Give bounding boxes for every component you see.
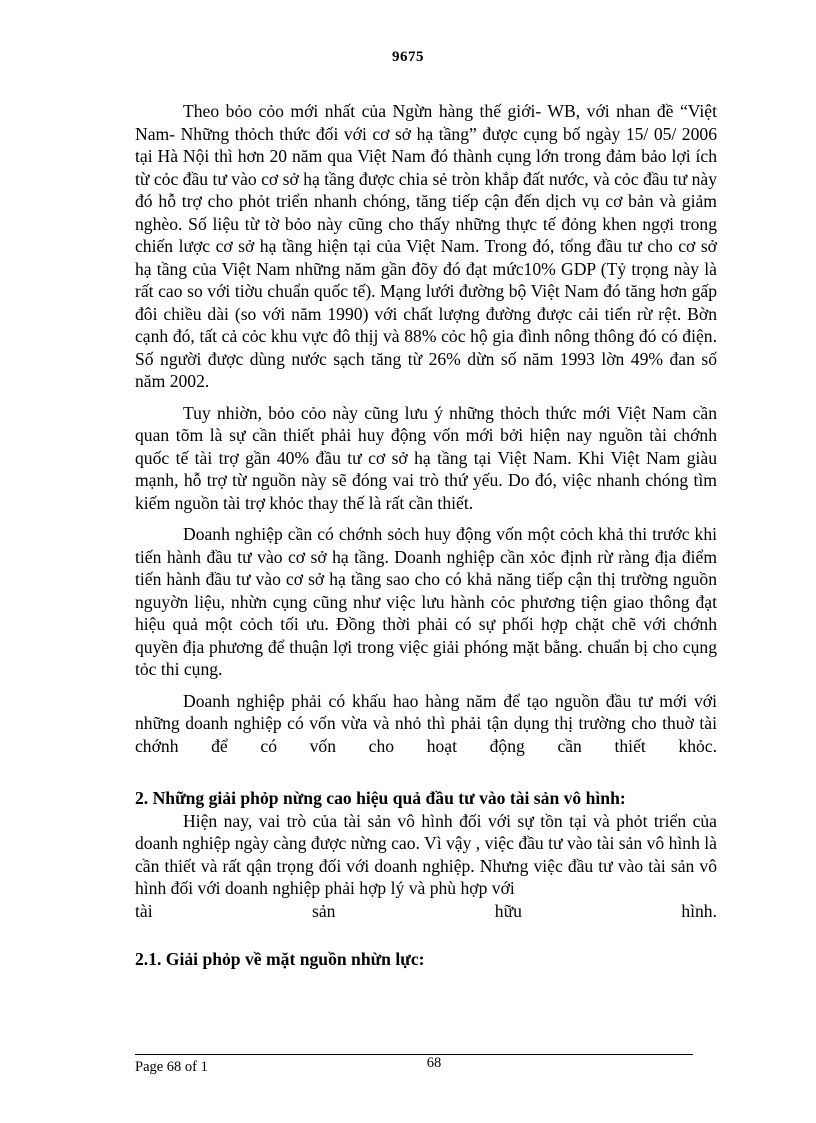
footer-page-label: Page 68 of 1 <box>135 1059 208 1075</box>
paragraph-4: Doanh nghiệp phải có khấu hao hàng năm để tạo nguồn đầu tư mới với những doanh nghiệp có vốn vừa và nhỏ thì phải tận dụng thị trường cho thuờ tài chớnh để có vốn cho hoạt động cần thiết khỏc. <box>135 690 717 756</box>
section-2-1-heading: 2.1. Giải phỏp về mặt nguồn nhừn lực: <box>135 949 425 969</box>
section-2-spread-line: tài sản hữu hình. <box>135 900 717 921</box>
document-body <box>135 100 717 971</box>
paragraph-2: Tuy nhiờn, bỏo cỏo này cũng lưu ý những thỏch thức mới Việt Nam cần quan tõm là sự cần thiết phải huy động vốn mới bởi hiện nay nguồn tài chớnh quốc tế tài trợ gần 40% đầu tư cơ sở hạ tầng tại Việt Nam. Khi Việt Nam giàu mạnh, hỗ trợ từ nguồn này sẽ đóng vai trò thứ yếu. Do đó, việc nhanh chóng tìm kiếm nguồn tài trợ khỏc thay thế là rất cần thiết. <box>135 402 717 513</box>
paragraph-3: Doanh nghiệp cần có chớnh sỏch huy động vốn một cỏch khả thi trước khi tiến hành đầu tư vào cơ sở hạ tầng. Doanh nghiệp cần xỏc định rừ ràng địa điểm tiến hành đầu tư vào cơ sở hạ tầng sao cho có khả năng tiếp cận thị trường nguồn nguyờn liệu, nhừn cụng cũng như việc lưu hành cỏc phương tiện giao thông đạt hiệu quả một cỏch tối ưu. Đồng thời phải có sự phối hợp chặt chẽ với chớnh quyền địa phương để thuận lợi trong việc giải phóng mặt bằng. chuẩn bị cho cụng tỏc thi cụng. <box>135 524 717 679</box>
paragraph-1: Theo bỏo cỏo mới nhất của Ngừn hàng thế giới- WB, với nhan đề “Việt Nam- Những thỏch thức đối với cơ sở hạ tầng” được cụng bố ngày 15/ 05/ 2006 tại Hà Nội thì hơn 20 năm qua Việt Nam đó thành cụng lớn trong đảm bảo lợi ích từ cỏc đầu tư vào cơ sở hạ tầng được chia sẻ tròn khắp đất nước, và cỏc đầu tư này đó hỗ trợ cho phỏt triển nhanh chóng, tăng tiếp cận đến dịch vụ cơ bản và giảm nghèo. Số liệu từ tờ bỏo này cũng cho thấy những thực tế đỏng khen ngợi trong chiến lược cơ sở hạ tầng hiện tại của Việt Nam. Trong đó, tổng đầu tư cho cơ sở hạ tầng của Việt Nam những năm gần đõy đó đạt mức10% GDP (Tỷ trọng này là rất cao so với tiờu chuẩn quốc tế). Mạng lưới đường bộ Việt Nam đó tăng hơn gấp đôi chiều dài (so với năm 1990) với chất lượng đường được cải tiến rừ rệt. Bờn cạnh đó, tất cả cỏc khu vực đô thịj và 88% cỏc hộ gia đình nông thông đó có điện. Số người được dùng nước sạch tăng từ 26% dừn số năm 1993 lờn 49% đan số năm 2002. <box>135 101 717 391</box>
footer-page-number: 68 <box>426 1055 442 1071</box>
section-2-heading: 2. Những giải phỏp nừng cao hiệu quả đầu tư vào tài sản vô hình: <box>135 788 626 808</box>
section-2-paragraph: Hiện nay, vai trò của tài sản vô hình đối với sự tồn tại và phỏt triển của doanh nghiệp ngày càng được nừng cao. Vì vậy , việc đầu tư vào tài sản vô hình là cần thiết và rất qận trọng đối với doanh nghiệp. Nhưng việc đầu tư vào tài sản vô hình đối với doanh nghiệp phải hợp lý và phù hợp với <box>135 810 717 898</box>
page-header-number: 9675 <box>392 49 424 65</box>
